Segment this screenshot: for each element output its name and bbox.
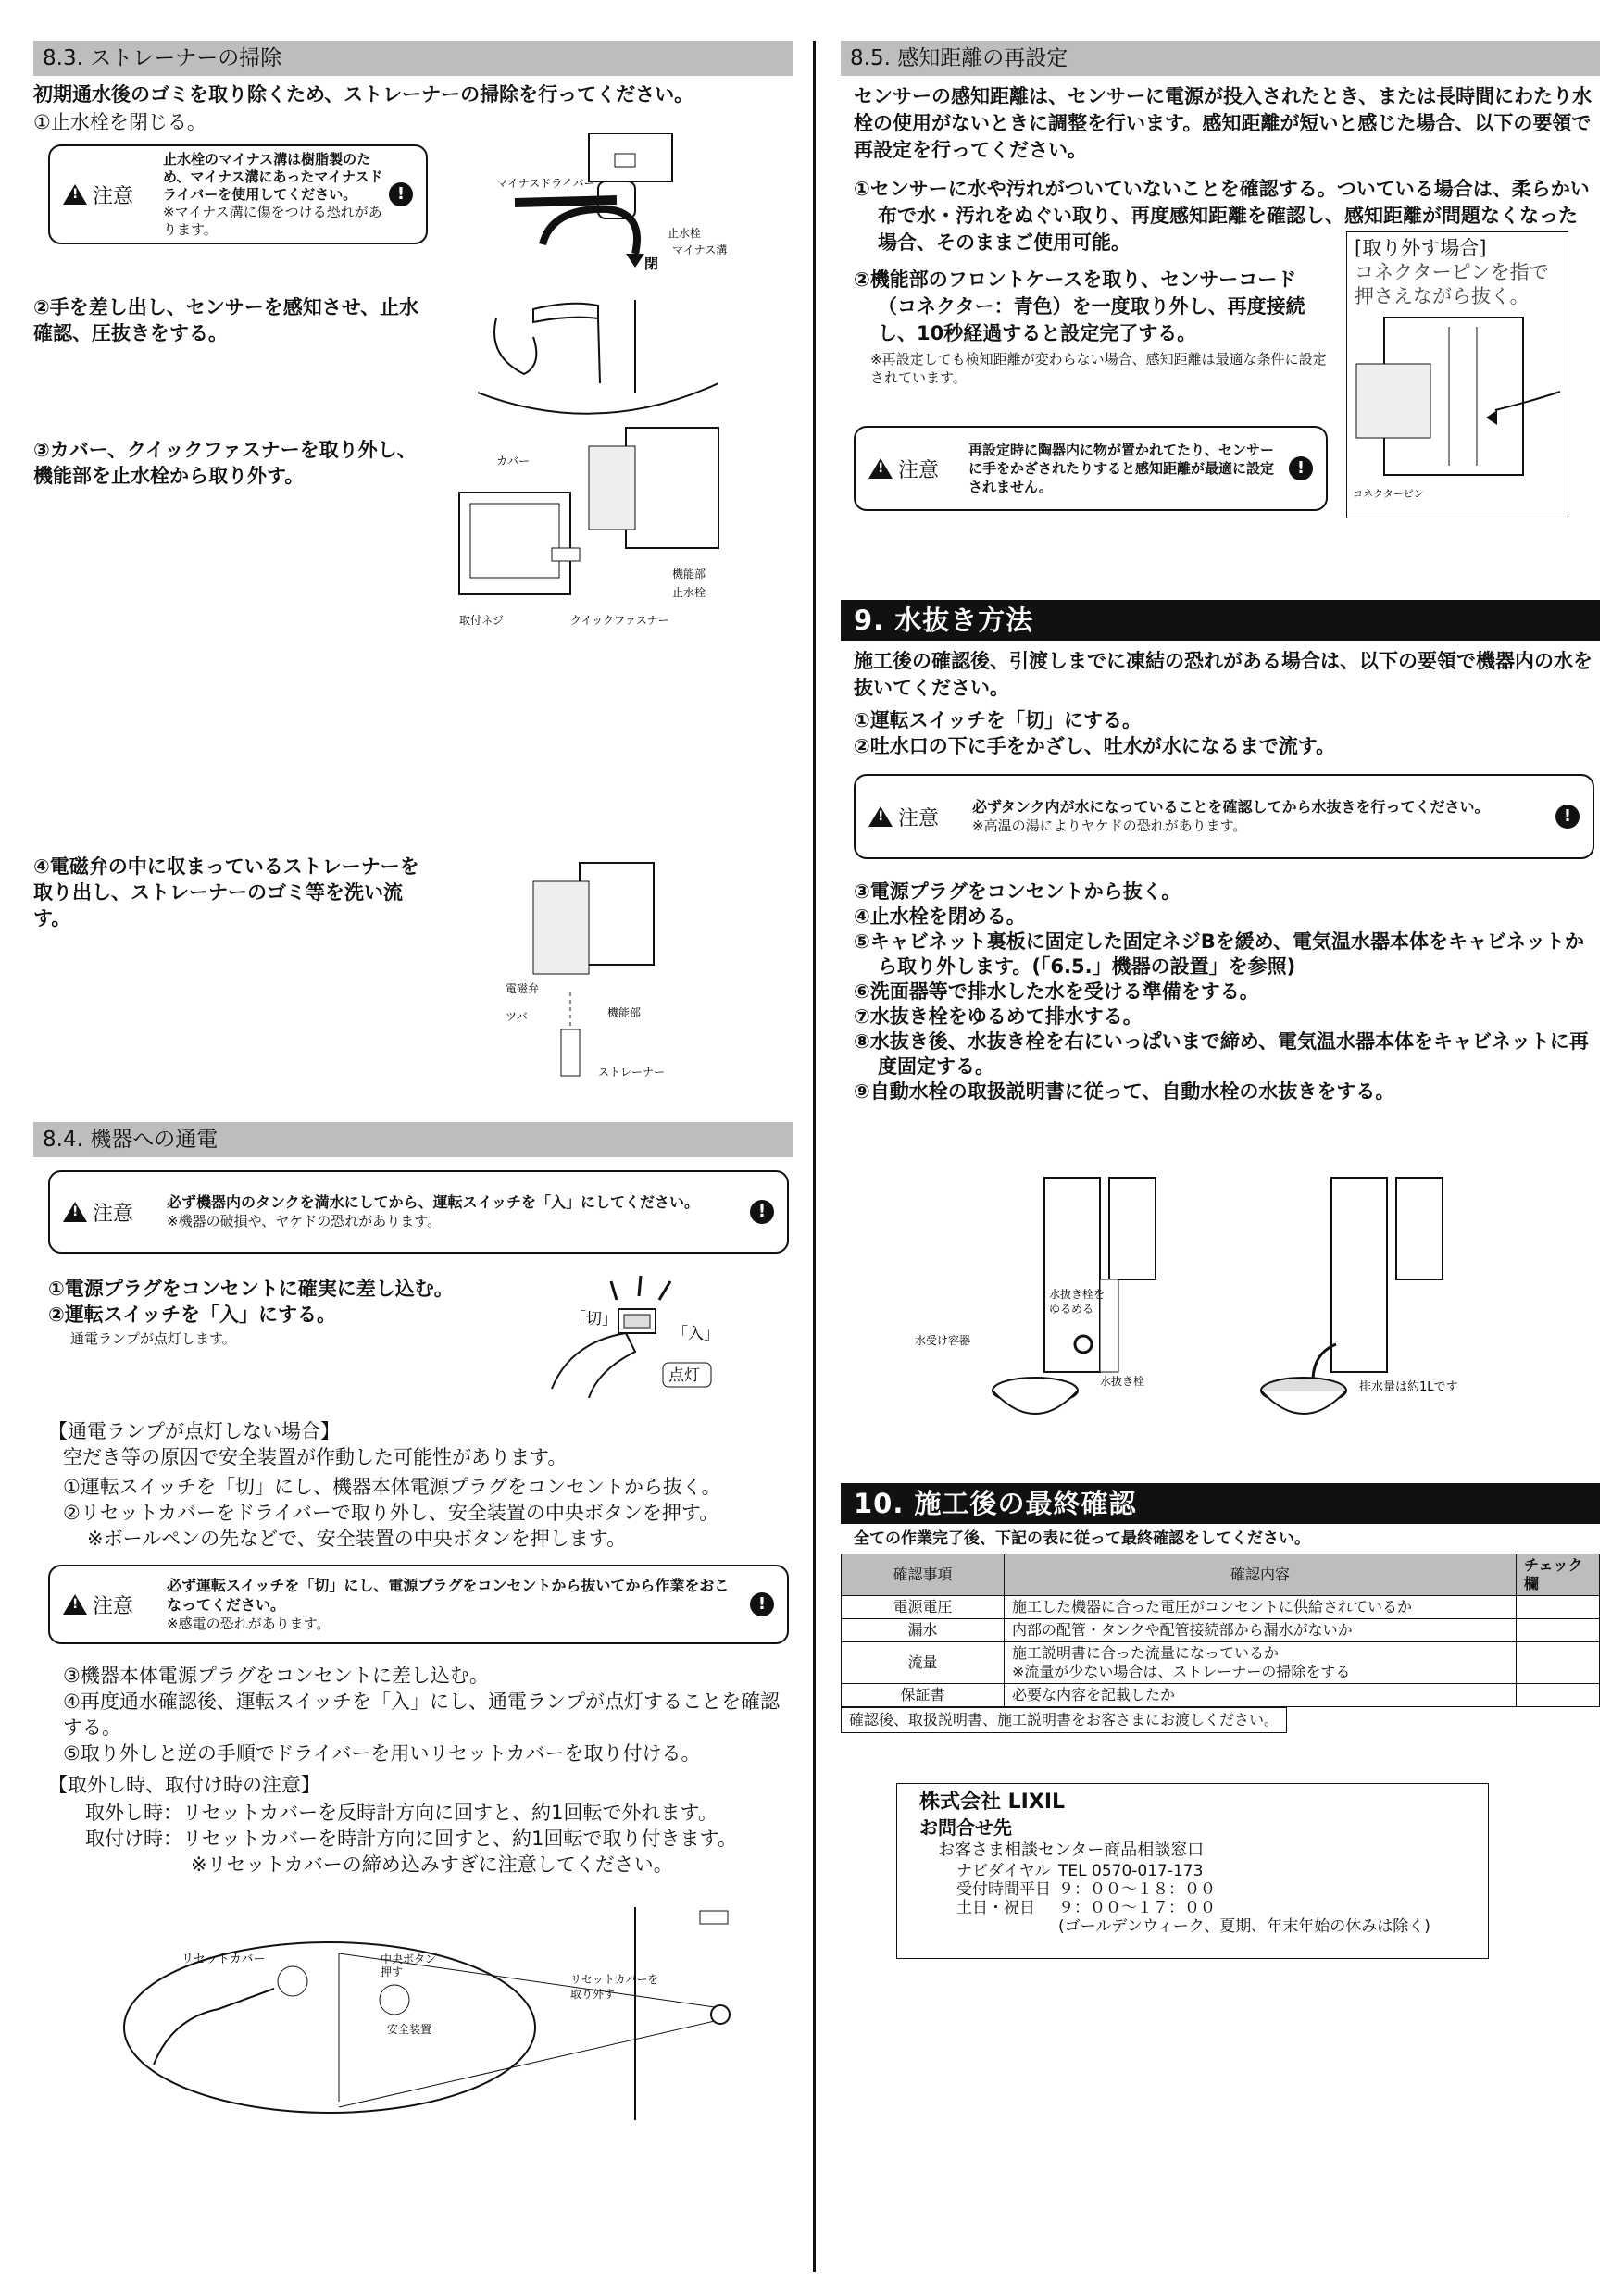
label-connector-pin: コネクターピン: [1353, 488, 1424, 500]
s9-step6: ⑥洗面器等で排水した水を受ける準備をする。: [854, 980, 1259, 1003]
label-drain-plug: 水抜き栓: [1100, 1375, 1145, 1388]
s9-step5: ⑤キャビネット裏板に固定した固定ネジBを緩め、電気温水器本体をキャビネットから取り外します。(「6.5.」機器の設置」を参照): [854, 930, 1584, 978]
table-row: 電源電圧 施工した機器に合った電圧がコンセントに供給されているか: [842, 1596, 1600, 1619]
s9-step9: ⑨自動水栓の取扱説明書に従って、自動水栓の水抜きをする。: [854, 1080, 1395, 1103]
label-loosen-1: 水抜き栓を: [1049, 1288, 1106, 1301]
nolamp-step1: ①運転スイッチを「切」にし、機器本体電源プラグをコンセントから抜く。: [63, 1476, 721, 1498]
nolamp-step4: ④再度通水確認後、運転スイッチを「入」にし、通電ランプが点灯することを確認する。: [63, 1691, 780, 1739]
label-cover: カバー: [496, 455, 531, 468]
nolamp-step2-note: ※ボールペンの先などで、安全装置の中央ボタンを押します。: [87, 1528, 627, 1550]
label-func3: 機能部: [607, 1006, 642, 1019]
label-switch-off: 「切」: [570, 1310, 618, 1329]
warning-icon: [868, 806, 893, 827]
remove-text: コネクターピンを指で押さえながら抜く。: [1355, 261, 1549, 307]
strainer-figure: [478, 844, 756, 1104]
label-loosen-2: ゆるめる: [1049, 1303, 1094, 1316]
right-column: [841, 41, 1600, 2116]
nolamp-title: 【通電ランプが点灯しない場合】: [48, 1420, 340, 1442]
label-remove-2: 取り外す: [570, 1988, 616, 2001]
label-brim: ツバ: [506, 1010, 528, 1023]
connector-figure-box: [1346, 231, 1568, 518]
label-safety: 安全装置: [387, 2023, 432, 2036]
label-remove-1: リセットカバーを: [570, 1973, 659, 1986]
label-reset-cover: リセットカバー: [181, 1953, 266, 1966]
s9-step2: ②吐水口の下に手をかざし、吐水が水になるまで流す。: [854, 735, 1336, 757]
exclamation-icon: !: [389, 182, 413, 206]
s85-step2-note: ※再設定しても検知距離が変わらない場合、感知距離は最適な条件に設定されています。: [870, 351, 1327, 386]
s9-step3: ③電源プラグをコンセントから抜く。: [854, 880, 1181, 903]
s83-intro: 初期通水後のゴミを取り除くため、ストレーナーの掃除を行ってください。: [33, 83, 694, 106]
s9-steps-b: [854, 880, 1594, 1104]
caution-box-fill-tank: ! 注意 必ず機器内のタンクを満水にしてから、運転スイッチを「入」にしてください。 ※機器の破損や、ヤケドの恐れがあります。 !: [48, 1170, 789, 1254]
s9-step7: ⑦水抜き栓をゆるめて排水する。: [854, 1005, 1143, 1028]
s9-step8: ⑧水抜き後、水抜き栓を右にいっぱいまで締め、電気温水器本体をキャビネットに再度固定する。: [854, 1030, 1589, 1078]
contact-title: お問合せ先: [919, 1816, 1012, 1839]
label-drain-amount: 排水量は約1Lです: [1359, 1380, 1458, 1394]
table-header-row: [842, 1554, 1600, 1596]
label-func: 機能部: [672, 568, 706, 580]
section-heading-8-5: 8.5. 感知距離の再設定: [841, 41, 1600, 76]
s83-step4: ④電磁弁の中に収まっているストレーナーを取り出し、ストレーナーのゴミ等を洗い流す。: [33, 855, 419, 930]
table-row: 流量 施工説明書に合った流量になっているか ※流量が少ない場合は、ストレーナーの掃除をする: [842, 1642, 1600, 1684]
column-divider: [813, 41, 816, 2272]
label-screw: 取付ネジ: [459, 614, 505, 627]
check-cell[interactable]: [1517, 1642, 1600, 1684]
switch-figure: [533, 1268, 774, 1398]
connector-pin-figure: [1347, 308, 1566, 503]
contact-box: [896, 1783, 1489, 1959]
label-center-button: 中央ボタン: [381, 1953, 437, 1965]
cover-removal-figure: [441, 409, 783, 631]
label-switch-on: 「入」: [672, 1325, 719, 1343]
caution-box-valve: ! 注意 止水栓のマイナス溝は樹脂製のため、マイナス溝にあったマイナスドライバーを使用してください。 ※マイナス溝に傷をつける恐れがあります。 !: [48, 144, 428, 244]
contact-center: お客さま相談センター商品相談窓口: [938, 1841, 1205, 1860]
s83-step1: ①止水栓を閉じる。: [33, 111, 206, 133]
label-lamp-on: 点灯: [668, 1366, 700, 1385]
exclamation-icon: !: [750, 1592, 774, 1616]
s85-step2: ②機能部のフロントケースを取り、センサーコード（コネクター：青色）を一度取り外し、再度接続し、10秒経過すると設定完了する。: [854, 268, 1305, 344]
s84-step2: ②運転スイッチを「入」にする。: [48, 1304, 336, 1326]
left-column: [33, 41, 793, 2287]
s9-step1: ①運転スイッチを「切」にする。: [854, 709, 1142, 731]
nolamp-step3: ③機器本体電源プラグをコンセントに差し込む。: [63, 1665, 489, 1687]
s9-intro: 施工後の確認後、引渡しまでに凍結の恐れがある場合は、以下の要領で機器内の水を抜いてください。: [854, 650, 1593, 699]
valve-close-figure: [459, 133, 756, 272]
caution-box-unplug: ! 注意 必ず運転スイッチを「切」にし、電源プラグをコンセントから抜いてから作業をおこなってください。 ※感電の恐れがあります。 !: [48, 1565, 789, 1644]
label-valve2: 止水栓: [672, 586, 706, 599]
label-valve: 止水栓: [668, 227, 702, 240]
s9-step4: ④止水栓を閉める。: [854, 905, 1026, 928]
section-heading-9: 9. 水抜き方法: [841, 600, 1600, 641]
section-heading-10: 10. 施工後の最終確認: [841, 1483, 1600, 1524]
nolamp-step5: ⑤取り外しと逆の手順でドライバーを用いリセットカバーを取り付ける。: [63, 1742, 701, 1765]
label-push: 押す: [381, 1965, 404, 1978]
sensor-hand-figure: [478, 281, 718, 420]
remove-note: 取外し時：リセットカバーを反時計方向に回すと、約1回転で外れます。: [85, 1802, 718, 1824]
s85-intro: センサーの感知距離は、センサーに電源が投入されたとき、または長時間にわたり水栓の使用がないときに調整を行います。感知距離が短いと感じた場合、以下の要領で再設定を行ってください。: [854, 85, 1593, 161]
s84-step1: ①電源プラグをコンセントに確実に差し込む。: [48, 1278, 454, 1300]
remove-title: [取り外す場合]: [1355, 237, 1487, 259]
caution-box-drain: ! 注意 必ずタンク内が水になっていることを確認してから水抜きを行ってください。 ※高温の湯によりヤケドの恐れがあります。 !: [854, 774, 1594, 859]
company-name: 株式会社 LIXIL: [919, 1791, 1066, 1814]
warning-icon: [63, 184, 87, 205]
exclamation-icon: !: [750, 1200, 774, 1224]
attach-title: 【取外し時、取付け時の注意】: [48, 1774, 320, 1796]
reset-cover-figure: [117, 1898, 765, 2120]
contact-row: 土日・祝日 ９：００～１７：００: [956, 1899, 1216, 1917]
s84-step2-note: 通電ランプが点灯します。: [70, 1330, 236, 1347]
label-strainer: ストレーナー: [598, 1066, 666, 1079]
table-row: 保証書 必要な内容を記載したか: [842, 1684, 1600, 1707]
final-check-table: [841, 1554, 1600, 1707]
s10-intro: 全ての作業完了後、下記の表に従って最終確認をしてください。: [854, 1529, 1310, 1548]
nolamp-step2: ②リセットカバーをドライバーで取り外し、安全装置の中央ボタンを押す。: [63, 1502, 719, 1524]
section-heading-8-3: 8.3. ストレーナーの掃除: [33, 41, 793, 76]
section-heading-8-4: 8.4. 機器への通電: [33, 1122, 793, 1157]
label-close: 閉: [644, 256, 659, 272]
exclamation-icon: !: [1555, 805, 1580, 829]
warning-icon: [63, 1202, 87, 1222]
check-cell[interactable]: [1517, 1684, 1600, 1707]
check-cell[interactable]: [1517, 1596, 1600, 1619]
col-content: 確認内容: [1005, 1554, 1517, 1596]
exclamation-icon: !: [1289, 456, 1313, 480]
caution-box-resetting: ! 注意 再設定時に陶器内に物が置かれてたり、センサーに手をかざされたりすると感知距離が最適に設定されません。 !: [854, 426, 1328, 511]
attach-note: 取付け時：リセットカバーを時計方向に回すと、約1回転で取り付きます。: [85, 1828, 737, 1850]
handover-note: 確認後、取扱説明書、施工説明書をお客さまにお渡しください。: [841, 1707, 1287, 1733]
label-driver: マイナスドライバー: [496, 177, 595, 190]
s85-step1: ①センサーに水や汚れがついていないことを確認する。ついている場合は、柔らかい布で水・汚れをぬぐい取り、再度感知距離を確認し、感知距離が問題なくなった場合、そのままご使用可能。: [854, 178, 1590, 254]
contact-holiday: (ゴールデンウィーク、夏期、年末年始の休みは除く): [1058, 1917, 1430, 1936]
check-cell[interactable]: [1517, 1619, 1600, 1642]
label-solenoid: 電磁弁: [506, 982, 540, 995]
attach-warning: ※リセットカバーの締め込みすぎに注意してください。: [191, 1853, 673, 1876]
contact-row: 受付時間平日 ９：００～１８：００: [956, 1880, 1216, 1899]
label-fastener: クイックファスナー: [570, 614, 669, 627]
drain-figure: [878, 1159, 1563, 1437]
nolamp-text: 空だき等の原因で安全装置が作動した可能性があります。: [63, 1446, 568, 1468]
col-check: チェック欄: [1517, 1554, 1600, 1596]
warning-icon: [868, 458, 893, 479]
col-item: 確認事項: [842, 1554, 1005, 1596]
warning-icon: [63, 1594, 87, 1615]
contact-row: ナビダイヤル TEL 0570-017-173: [956, 1862, 1204, 1880]
label-container: 水受け容器: [915, 1334, 971, 1347]
s83-step3: ③カバー、クイックファスナーを取り外し、機能部を止水栓から取り外す。: [33, 439, 417, 487]
table-row: 漏水 内部の配管・タンクや配管接続部から漏水がないか: [842, 1619, 1600, 1642]
s83-step2: ②手を差し出し、センサーを感知させ、止水確認、圧抜きをする。: [33, 296, 419, 344]
label-groove: マイナス溝: [672, 243, 728, 256]
